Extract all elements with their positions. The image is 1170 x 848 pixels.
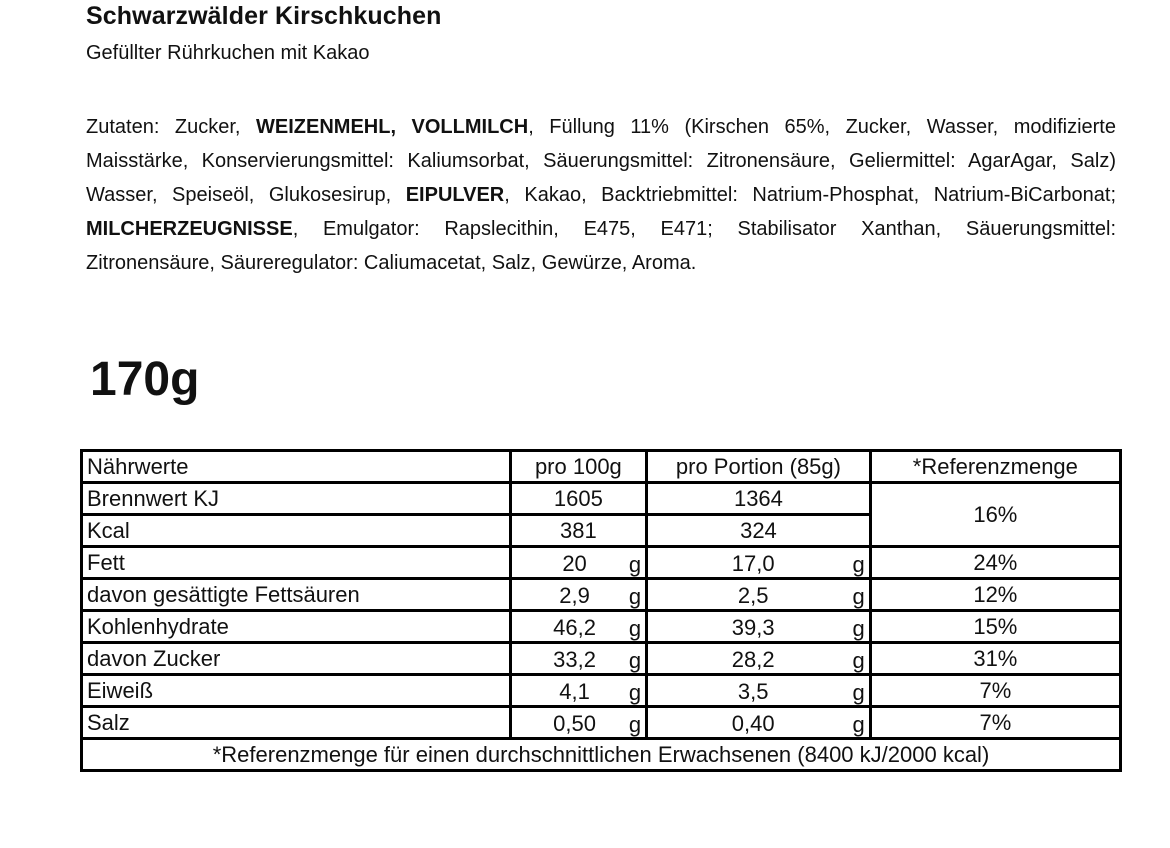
reference-value: 7%: [870, 707, 1120, 739]
value-per-100g: [510, 707, 647, 739]
reference-value: 24%: [870, 547, 1120, 579]
product-subtitle: Gefüllter Rührkuchen mit Kakao: [86, 42, 370, 64]
value-per-portion: 324: [647, 515, 871, 547]
ingredients-text-part: Zutaten: Zucker,: [86, 116, 257, 138]
allergen-text: WEIZENMEHL, VOLLMILCH: [256, 116, 529, 138]
footnote: *Referenzmenge für einen durchschnittlichen Erwachsenen (8400 kJ/2000 kcal): [82, 739, 1121, 771]
unit-label: g: [628, 584, 642, 609]
unit-label: g: [852, 712, 865, 737]
reference-value: 15%: [870, 611, 1120, 643]
row-label: Kohlenhydrate: [82, 611, 511, 643]
value-per-100g: [510, 547, 647, 579]
value-number: 17,0: [731, 551, 775, 576]
table-row: [82, 579, 1121, 611]
value-per-100g: 1605: [510, 483, 647, 515]
value-per-100g: [510, 643, 647, 675]
value-per-portion: [647, 579, 871, 611]
value-number: 33,2: [553, 647, 596, 672]
row-label: Fett: [82, 547, 511, 579]
reference-value: 31%: [870, 643, 1120, 675]
value-number: 3,5: [737, 679, 769, 704]
unit-label: g: [852, 616, 865, 641]
unit-label: g: [628, 712, 642, 737]
value-per-portion: [647, 611, 871, 643]
nutrition-table: [80, 449, 1122, 772]
unit-label: g: [852, 552, 865, 577]
ingredients-text-part: , Kakao, Backtriebmittel: Natrium-Phosphat, Natrium-BiCarbonat;: [504, 184, 1117, 206]
unit-label: g: [628, 552, 642, 577]
reference-value: 7%: [870, 675, 1120, 707]
value-per-100g: [510, 579, 647, 611]
allergen-text: MILCHERZEUGNISSE: [86, 218, 293, 240]
row-label: Eiweiß: [82, 675, 511, 707]
allergen-text: EIPULVER: [405, 184, 505, 206]
unit-label: g: [628, 616, 642, 641]
column-header: pro 100g: [510, 451, 647, 483]
value-per-portion: [647, 675, 871, 707]
table-row: [82, 483, 1121, 515]
table-row: [82, 611, 1121, 643]
value-per-portion: [647, 547, 871, 579]
value-number: 2,9: [559, 583, 590, 608]
column-header: *Referenzmenge: [870, 451, 1120, 483]
column-header: Nährwerte: [82, 451, 511, 483]
unit-label: g: [852, 680, 865, 705]
net-weight: 170g: [90, 353, 200, 406]
value-number: 0,50: [553, 711, 596, 736]
unit-label: g: [628, 648, 642, 673]
row-label: davon Zucker: [82, 643, 511, 675]
value-per-portion: 1364: [647, 483, 871, 515]
value-per-100g: [510, 675, 647, 707]
table-row: [82, 547, 1121, 579]
value-number: 2,5: [737, 583, 769, 608]
value-number: 28,2: [731, 647, 775, 672]
value-number: 4,1: [559, 679, 590, 704]
value-per-portion: [647, 707, 871, 739]
footnote-row: [82, 739, 1121, 771]
reference-value: 16%: [870, 483, 1120, 547]
unit-label: g: [852, 584, 865, 609]
unit-label: g: [852, 648, 865, 673]
value-number: 39,3: [731, 615, 775, 640]
row-label: Salz: [82, 707, 511, 739]
value-number: 0,40: [731, 711, 775, 736]
table-row: [82, 675, 1121, 707]
column-header: pro Portion (85g): [647, 451, 871, 483]
value-number: 20: [562, 551, 587, 576]
unit-label: g: [628, 680, 642, 705]
ingredients-text: [86, 110, 1116, 280]
table-header-row: [82, 451, 1121, 483]
table-row: [82, 707, 1121, 739]
ingredients-text-part: , Emulgator: Rapslecithin, E475, E471; Stabilisator Xanthan, Säuerungsmittel: Zitronensäure, Säureregulator: Caliumacetat, Salz, Gewürze, Aroma.: [86, 218, 1116, 274]
row-label: Brennwert KJ: [82, 483, 511, 515]
value-number: 46,2: [553, 615, 596, 640]
product-title: Schwarzwälder Kirschkuchen: [86, 2, 442, 30]
value-per-100g: 381: [510, 515, 647, 547]
value-per-100g: [510, 611, 647, 643]
nutrient-rows: [82, 547, 1121, 739]
value-per-portion: [647, 643, 871, 675]
row-label: Kcal: [82, 515, 511, 547]
table-row: [82, 643, 1121, 675]
ingredients-text-part: , Füllung 11% (Kirschen 65%, Zucker, Wasser, modifizierte Maisstärke, Konservierungsmittel: Kaliumsorbat, Säuerungsmittel: Zitronensäure, Geliermittel: AgarAgar, Salz) Wasser, Speiseöl, Glukosesirup,: [86, 116, 1116, 206]
row-label: davon gesättigte Fettsäuren: [82, 579, 511, 611]
reference-value: 12%: [870, 579, 1120, 611]
